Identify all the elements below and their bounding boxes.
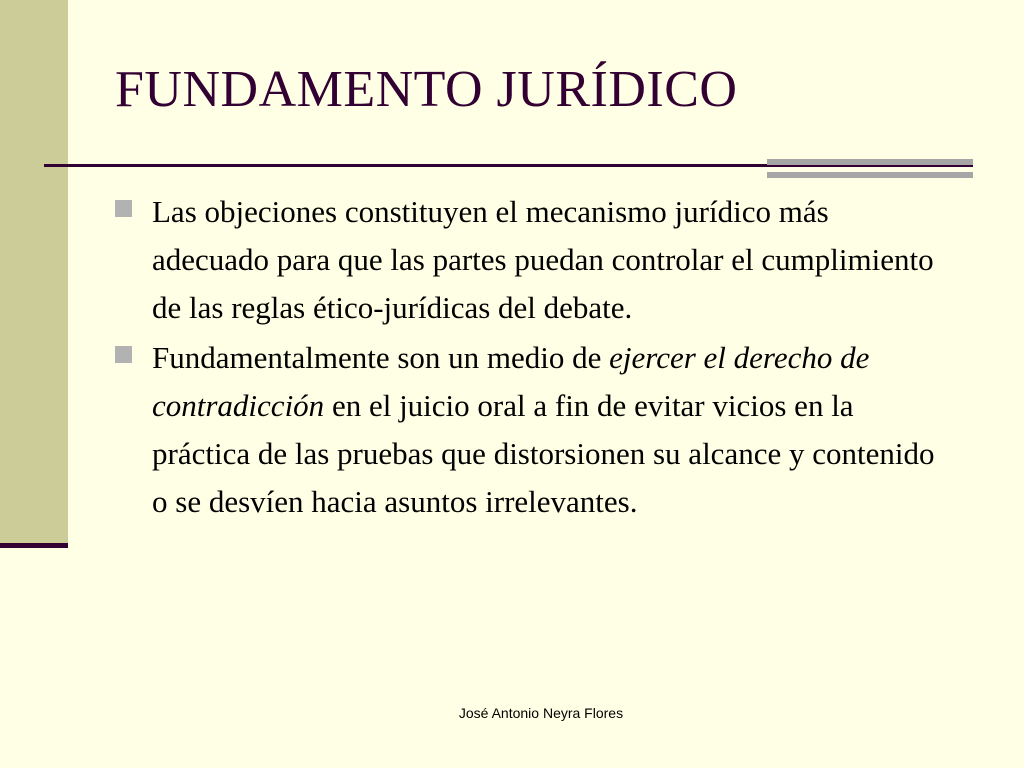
bullet-text: Las objeciones constituyen el mecanismo jurídico más adecuado para que las partes puedan controlar el cumplimiento de las reglas ético-jurídicas del debate. xyxy=(152,194,934,325)
square-bullet-icon xyxy=(115,346,132,363)
bullet-item xyxy=(113,188,953,332)
bullet-list xyxy=(113,188,953,528)
bullet-item xyxy=(113,334,953,526)
bullet-text-emphasis: ejercer el derecho de contradicción xyxy=(152,340,870,423)
bullet-text xyxy=(152,340,934,519)
sidebar-decoration xyxy=(0,0,68,547)
sidebar-rule xyxy=(0,543,68,548)
bullet-text-plain: Fundamentalmente son un medio de xyxy=(152,340,610,375)
bullet-text-plain: en el juicio oral a fin de evitar vicios en la práctica de las pruebas que distorsionen su alcance y contenido o se desvíen hacia asuntos irrelevantes. xyxy=(152,388,935,519)
accent-divider-bottom xyxy=(767,172,973,178)
slide-footer xyxy=(0,705,1024,721)
footer-author: José Antonio Neyra Flores xyxy=(458,705,624,721)
accent-divider-top xyxy=(767,159,973,165)
slide-title: FUNDAMENTO JURÍDICO xyxy=(115,61,738,118)
square-bullet-icon xyxy=(115,200,132,217)
